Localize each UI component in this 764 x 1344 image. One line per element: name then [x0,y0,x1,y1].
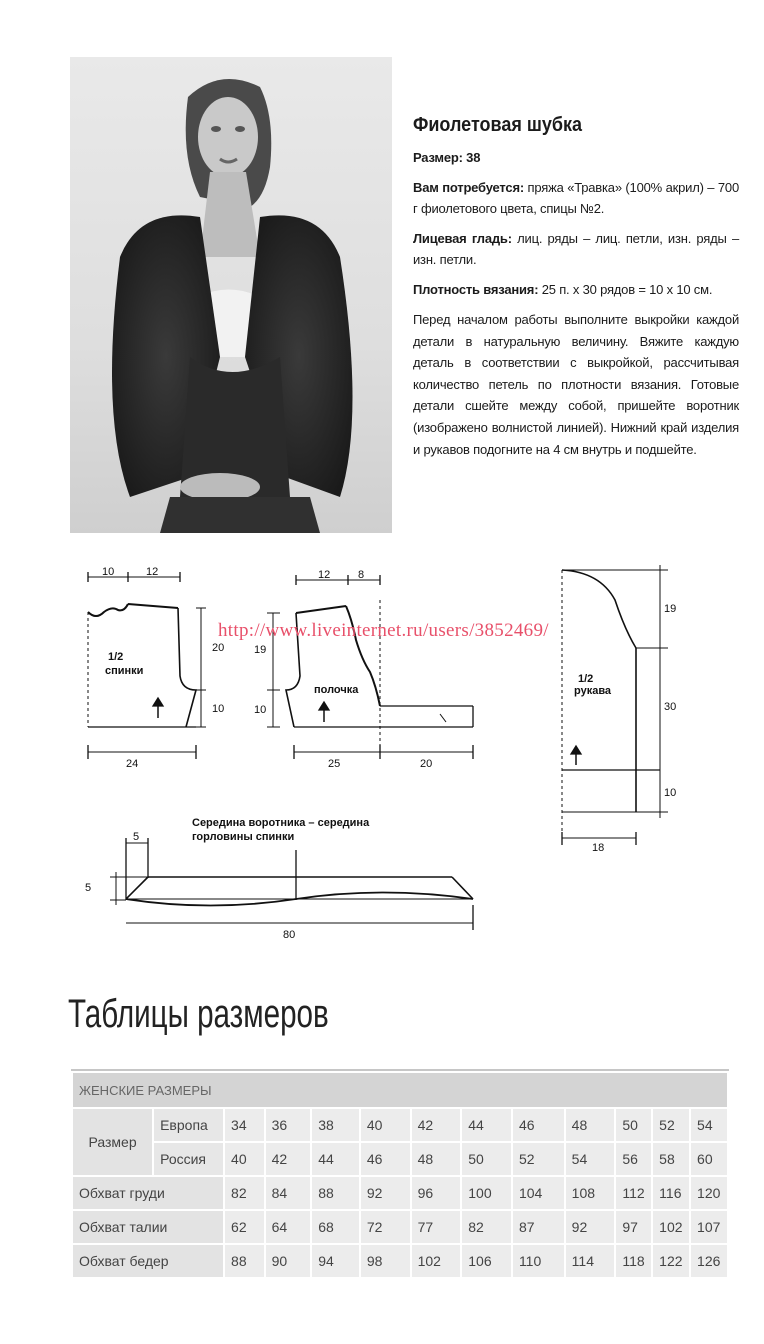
table-cell: 102 [652,1210,690,1244]
table-cell: 42 [411,1108,462,1142]
row-label: Обхват бедер [72,1244,224,1278]
gauge-text: 25 п. х 30 рядов = 10 х 10 см. [541,282,713,297]
table-cell: 44 [311,1142,360,1176]
row-label: Обхват груди [72,1176,224,1210]
table-cell: 44 [461,1108,512,1142]
front-dim-left-b: 10 [254,704,267,716]
table-cell: 108 [565,1176,616,1210]
watermark-url[interactable]: http://www.liveinternet.ru/users/3852469/ [218,620,549,641]
table-cell: 82 [224,1176,265,1210]
table-cell: 112 [615,1176,652,1210]
table-cell: 110 [512,1244,565,1278]
table-cell: 116 [652,1176,690,1210]
back-dim-top-a: 10 [102,566,115,578]
materials-label: Вам потребуется: [413,180,524,195]
size-table-heading: Таблицы размеров [68,992,329,1036]
materials-line [413,177,739,219]
table-cell: 90 [265,1244,312,1278]
table-cell: 126 [690,1244,728,1278]
waist-row [72,1210,728,1244]
sleeve-dim-a: 19 [664,603,677,615]
table-cell: 120 [690,1176,728,1210]
gauge-label: Плотность вязания: [413,282,539,297]
table-cell: 68 [311,1210,360,1244]
table-cell: 122 [652,1244,690,1278]
table-cell: 98 [360,1244,411,1278]
stitch-line [413,228,739,270]
table-cell: 92 [360,1176,411,1210]
collar-note-1: Середина воротника – середина [192,817,370,829]
table-cell: 58 [652,1142,690,1176]
collar-diagram [110,838,473,930]
size-value: 38 [466,150,481,165]
table-cell: 102 [411,1244,462,1278]
stitch-label: Лицевая гладь: [413,231,512,246]
collar-dim-bottom: 80 [283,929,296,941]
stitch-text: лиц. ряды – лиц. петли, изн. ряды – изн. петли. [413,231,739,267]
table-cell: 92 [565,1210,616,1244]
table-cell: 114 [565,1244,616,1278]
article-text [413,114,739,469]
table-cell: 62 [224,1210,265,1244]
table-cell: 77 [411,1210,462,1244]
front-name: полочка [314,684,359,696]
collar-dim-top: 5 [133,831,140,843]
table-cell: 118 [615,1244,652,1278]
table-cell: 40 [360,1108,411,1142]
front-dim-left-a: 19 [254,644,267,656]
back-dim-bottom: 24 [126,758,139,770]
back-name-2: спинки [105,665,144,677]
gauge-line [413,279,739,300]
back-dim-side-a: 20 [212,642,225,654]
table-cell: 34 [224,1108,265,1142]
europe-row [72,1108,728,1142]
size-line [413,147,739,168]
table-cell: 50 [461,1142,512,1176]
table-cell: 107 [690,1210,728,1244]
table-cell: 104 [512,1176,565,1210]
table-cell: 84 [265,1176,312,1210]
collar-note-2: горловины спинки [192,831,295,843]
table-cell: 38 [311,1108,360,1142]
back-dim-side-b: 10 [212,703,225,715]
table-cell: 88 [224,1244,265,1278]
table-cell: 97 [615,1210,652,1244]
table-cell: 54 [565,1142,616,1176]
table-cell: 87 [512,1210,565,1244]
sleeve-dim-bottom: 18 [592,842,605,854]
table-cell: 56 [615,1142,652,1176]
front-dim-top-a: 12 [318,569,331,581]
sleeve-diagram [562,565,668,845]
table-section-label: ЖЕНСКИЕ РАЗМЕРЫ [72,1072,728,1108]
table-cell: 54 [690,1108,728,1142]
table-cell: 106 [461,1244,512,1278]
table-cell: 94 [311,1244,360,1278]
table-cell: 42 [265,1142,312,1176]
size-label: Размер: [413,150,463,165]
table-cell: 46 [512,1108,565,1142]
table-cell: 48 [565,1108,616,1142]
table-cell: 88 [311,1176,360,1210]
table-cell: 46 [360,1142,411,1176]
front-dim-top-b: 8 [358,569,365,581]
model-photo-illustration [70,57,392,533]
row-label: Обхват талии [72,1210,224,1244]
table-cell: 96 [411,1176,462,1210]
article-title: Фиолетовая шубка [413,114,583,136]
table-section-row [72,1072,728,1108]
front-dim-bottom-a: 25 [328,758,341,770]
table-cell: 72 [360,1210,411,1244]
table-cell: 52 [652,1108,690,1142]
table-cell: 100 [461,1176,512,1210]
chest-row [72,1176,728,1210]
sleeve-name-2: рукава [574,685,612,697]
model-photo [70,57,392,533]
back-name: 1/2 [108,651,124,663]
size-label: Размер [72,1108,153,1176]
table-cell: 60 [690,1142,728,1176]
back-dim-top-b: 12 [146,566,159,578]
russia-label: Россия [153,1142,224,1176]
pattern-diagrams [0,540,764,970]
table-cell: 64 [265,1210,312,1244]
europe-label: Европа [153,1108,224,1142]
hips-row [72,1244,728,1278]
table-cell: 52 [512,1142,565,1176]
table-cell: 48 [411,1142,462,1176]
instructions-text: Перед началом работы выполните выкройки каждой детали в натуральную величину. Вяжите каждую деталь в соответствии с выкройкой, рассчитывая количество петель по плотности вязания. Готовые детали сшейте между собой, пришейте воротник (изображено волнистой линией). Нижний край изделия и рукавов подогните на 4 см внутрь и подшейте. [413,312,739,457]
sleeve-dim-c: 10 [664,787,677,799]
collar-dim-left: 5 [85,882,92,894]
front-dim-bottom-b: 20 [420,758,433,770]
russia-row [72,1142,728,1176]
sleeve-name: 1/2 [578,673,594,685]
sleeve-dim-b: 30 [664,701,677,713]
table-cell: 40 [224,1142,265,1176]
table-cell: 36 [265,1108,312,1142]
table-cell: 82 [461,1210,512,1244]
front-diagram [267,575,473,760]
materials-text: пряжа «Травка» (100% акрил) – 700 г фиолетового цвета, спицы №2. [413,180,739,216]
size-table [71,1071,729,1279]
table-cell: 50 [615,1108,652,1142]
